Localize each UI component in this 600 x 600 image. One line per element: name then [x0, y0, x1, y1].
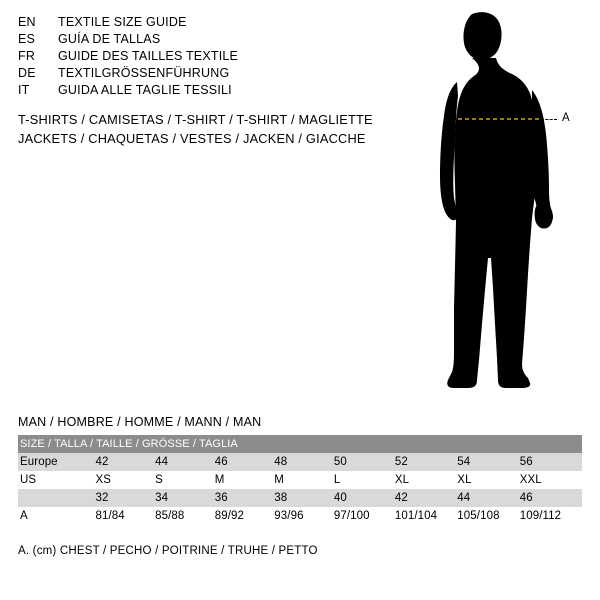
table-cell: XL [395, 471, 457, 489]
table-cell: M [215, 471, 275, 489]
language-row [18, 31, 418, 48]
table-cell: L [334, 471, 395, 489]
male-silhouette-figure [410, 8, 595, 398]
language-title: TEXTILE SIZE GUIDE [58, 15, 187, 29]
table-cell: 89/92 [215, 507, 275, 525]
table-cell: XS [96, 471, 156, 489]
language-row [18, 14, 418, 31]
footnote: A. (cm) CHEST / PECHO / POITRINE / TRUHE / PETTO [18, 545, 318, 557]
table-cell: 46 [520, 489, 582, 507]
language-row [18, 65, 418, 82]
language-code: IT [18, 83, 30, 97]
table-row [18, 471, 582, 489]
language-header-block [18, 14, 418, 99]
language-title: GUIDA ALLE TAGLIE TESSILI [58, 83, 232, 97]
row-label: A [18, 507, 96, 525]
size-table-block [18, 415, 582, 525]
table-cell: 101/104 [395, 507, 457, 525]
table-cell: 97/100 [334, 507, 395, 525]
table-cell: S [155, 471, 215, 489]
table-row [18, 453, 582, 471]
table-cell: 46 [215, 453, 275, 471]
table-row [18, 489, 582, 507]
table-cell: 105/108 [457, 507, 519, 525]
row-label: US [18, 471, 96, 489]
language-title: GUÍA DE TALLAS [58, 32, 161, 46]
table-header-row [18, 435, 582, 453]
table-cell: 40 [334, 489, 395, 507]
table-cell: 38 [274, 489, 334, 507]
table-cell: M [274, 471, 334, 489]
table-row [18, 507, 582, 525]
table-cell: 48 [274, 453, 334, 471]
measure-dash-line [541, 119, 557, 120]
category-line-jackets: JACKETS / CHAQUETAS / VESTES / JACKEN / GIACCHE [18, 131, 366, 146]
table-cell: 93/96 [274, 507, 334, 525]
table-cell: 34 [155, 489, 215, 507]
language-row [18, 82, 418, 99]
language-title: TEXTILGRÖSSENFÜHRUNG [58, 66, 230, 80]
silhouette-svg [410, 8, 595, 398]
table-cell: 54 [457, 453, 519, 471]
language-code: FR [18, 49, 36, 63]
measure-label-a: A [562, 112, 571, 124]
table-cell: 44 [457, 489, 519, 507]
table-cell: 42 [96, 453, 156, 471]
size-table [18, 435, 582, 525]
category-line-tshirts: T-SHIRTS / CAMISETAS / T-SHIRT / T-SHIRT / MAGLIETTE [18, 112, 373, 127]
table-cell: 85/88 [155, 507, 215, 525]
table-cell: 56 [520, 453, 582, 471]
table-cell: XL [457, 471, 519, 489]
table-cell: XXL [520, 471, 582, 489]
table-cell: 36 [215, 489, 275, 507]
language-row [18, 48, 418, 65]
language-title: GUIDE DES TAILLES TEXTILE [58, 49, 239, 63]
row-label: Europe [18, 453, 96, 471]
table-cell: 109/112 [520, 507, 582, 525]
table-header-label: SIZE / TALLA / TAILLE / GRÖSSE / TAGLIA [18, 435, 582, 453]
language-code: EN [18, 15, 36, 29]
table-cell: 44 [155, 453, 215, 471]
row-label [18, 489, 96, 507]
category-block [18, 110, 438, 148]
table-cell: 50 [334, 453, 395, 471]
table-cell: 32 [96, 489, 156, 507]
language-code: ES [18, 32, 36, 46]
table-cell: 81/84 [96, 507, 156, 525]
table-cell: 42 [395, 489, 457, 507]
language-code: DE [18, 66, 36, 80]
table-cell: 52 [395, 453, 457, 471]
table-title: MAN / HOMBRE / HOMME / MANN / MAN [18, 415, 262, 429]
